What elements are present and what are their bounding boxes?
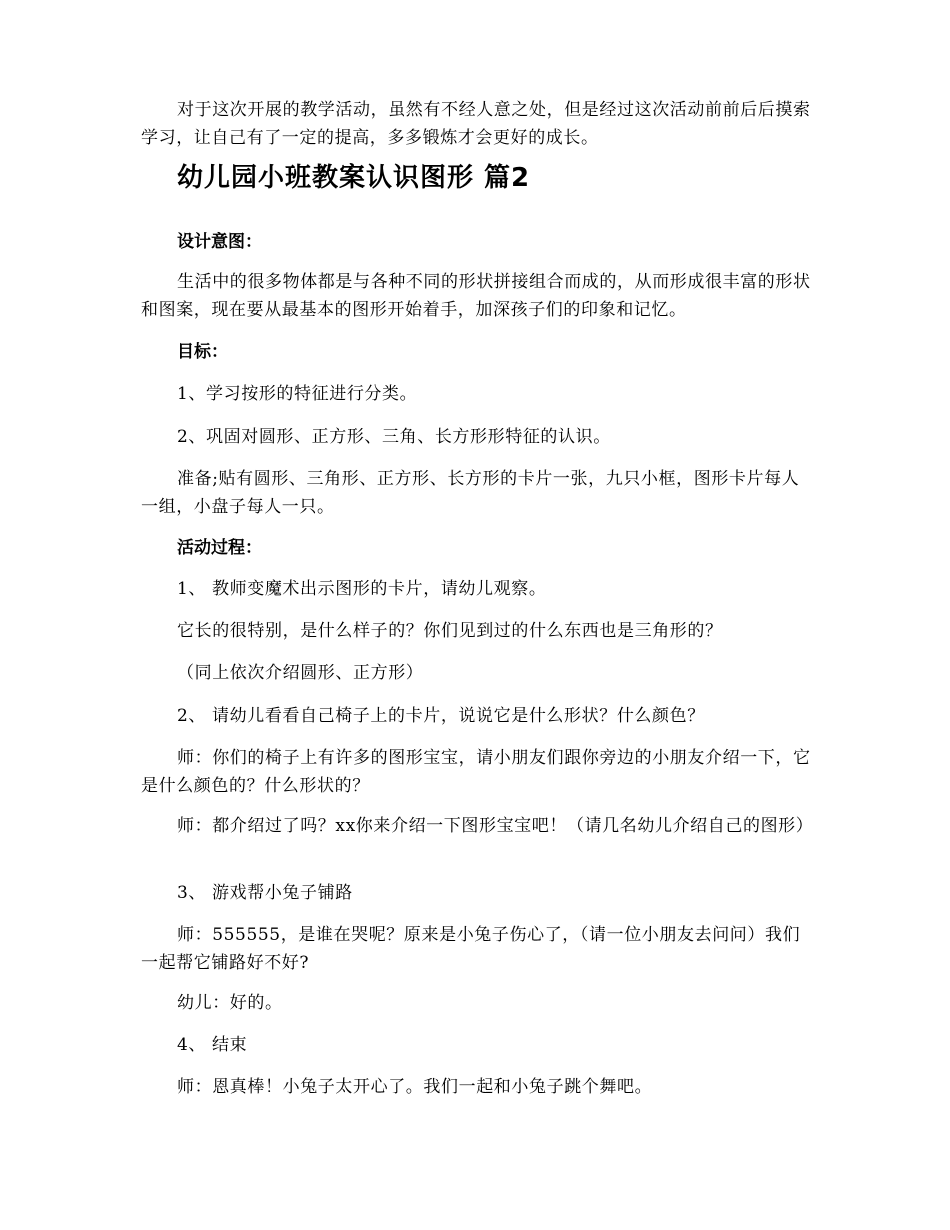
- process-label: 活动过程：: [177, 538, 262, 558]
- step-1: 1、 教师变魔术出示图形的卡片，请幼儿观察。: [177, 579, 547, 599]
- intro-paragraph: 对于这次开展的教学活动，虽然有不经人意之处，但是经过这次活动前前后后摸索学习，让自己有了一定的提高，多多锻炼才会更好的成长。: [141, 100, 811, 148]
- step-3-child: 幼儿：好的。: [177, 993, 283, 1013]
- goal-item-1: 1、学习按形的特征进行分类。: [177, 384, 418, 404]
- design-label: 设计意图：: [177, 232, 262, 252]
- step-1-question: 它长的很特别，是什么样子的？你们见到过的什么东西也是三角形的？: [177, 621, 723, 641]
- step-3-teacher: 师：555555，是谁在哭呢？原来是小兔子伤心了，（请一位小朋友去问问）我们一起帮它铺路好不好?: [141, 925, 801, 973]
- goal-item-2: 2、巩固对圆形、正方形、三角、长方形形特征的认识。: [177, 427, 611, 447]
- goals-label: 目标：: [177, 342, 228, 362]
- section-title: 幼儿园小班教案认识图形 篇2: [177, 163, 531, 193]
- step-4: 4、 结束: [177, 1035, 248, 1055]
- step-2: 2、 请幼儿看看自己椅子上的卡片，说说它是什么形状？什么颜色？: [177, 706, 705, 726]
- design-paragraph: 生活中的很多物体都是与各种不同的形状拼接组合而成的，从而形成很丰富的形状和图案，现在要从最基本的图形开始着手，加深孩子们的印象和记忆。: [141, 272, 811, 320]
- step-3: 3、 游戏帮小兔子铺路: [177, 883, 353, 903]
- step-2-teacher-1: 师：你们的椅子上有许多的图形宝宝，请小朋友们跟你旁边的小朋友介绍一下，它是什么颜色的？什么形状的？: [141, 748, 811, 796]
- preparation-paragraph: 准备;贴有圆形、三角形、正方形、长方形的卡片一张，九只小框，图形卡片每人一组，小盘子每人一只。: [141, 469, 800, 517]
- step-4-teacher: 师：恩真棒！小兔子太开心了。我们一起和小兔子跳个舞吧。: [177, 1077, 653, 1097]
- step-1-note: （同上依次介绍圆形、正方形）: [177, 663, 424, 683]
- step-2-teacher-2: 师：都介绍过了吗？xx你来介绍一下图形宝宝吧！（请几名幼儿介绍自己的图形）: [177, 816, 814, 836]
